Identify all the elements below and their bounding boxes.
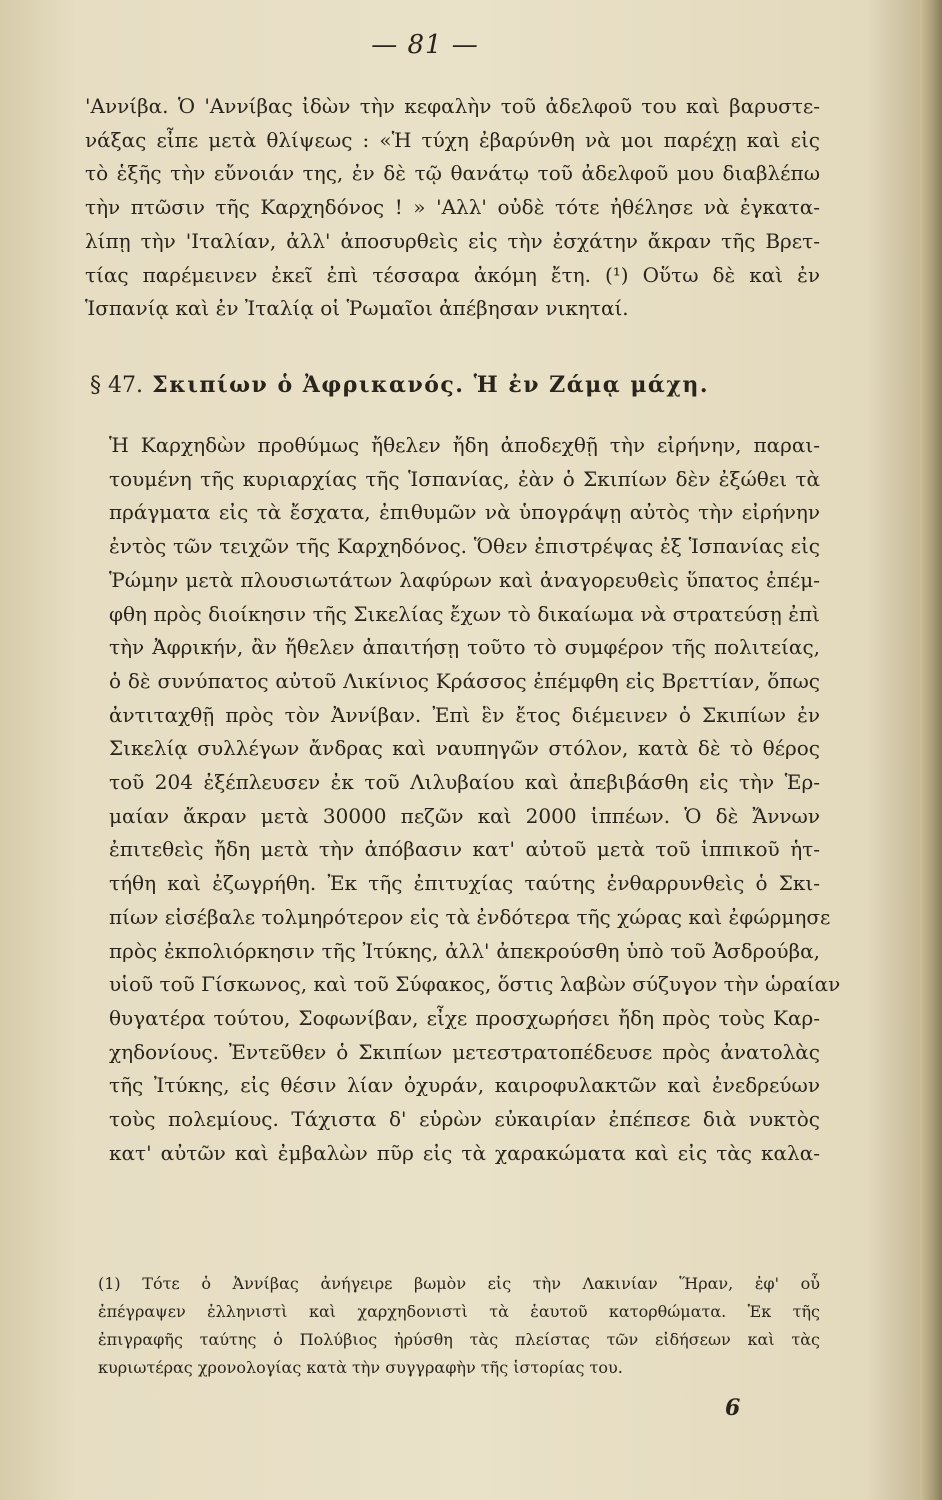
footnote-line: κυριωτέρας χρονολογίας κατὰ τὴν συγγραφὴν τῆς ἱστορίας του.: [98, 1358, 623, 1377]
footnote-line: (1) Τότε ὁ Ἀννίβας ἀνήγειρε βωμὸν εἰς τὴν Λακινίαν Ἥραν, ἐφ' οὗ: [98, 1274, 820, 1293]
text-line: πίων εἰσέβαλε τολμηρότερον εἰς τὰ ἐνδότερα τῆς χώρας καὶ ἐφώρμησε: [109, 904, 831, 929]
text-line: ἐπιτεθεὶς ἤδη μετὰ τὴν ἀπόβασιν κατ' αὐτοῦ μετὰ τοῦ ἱππικοῦ ἡτ-: [109, 837, 820, 862]
text-line: τήθη καὶ ἐζωγρήθη. Ἐκ τῆς ἐπιτυχίας ταύτης ἐνθαρρυνθεὶς ὁ Σκι-: [109, 871, 820, 896]
signature-mark: 6: [725, 1395, 741, 1421]
text-line: ἀντιταχθῇ πρὸς τὸν Ἀννίβαν. Ἐπὶ ἓν ἔτος διέμεινεν ὁ Σκιπίων ἐν: [109, 702, 820, 727]
text-line: λίπῃ τὴν 'Ιταλίαν, ἀλλ' ἀποσυρθεὶς εἰς τὴν ἐσχάτην ἄκραν τῆς Βρετ-: [85, 228, 820, 253]
text-line: πρὸς ἐκπολιόρκησιν τῆς Ἰτύκης, ἀλλ' ἀπεκρούσθη ὑπὸ τοῦ Ἀσδρούβα,: [109, 938, 820, 963]
text-line: τοῦ 204 ἐξέπλευσεν ἐκ τοῦ Λιλυβαίου καὶ ἀπεβιβάσθη εἰς τὴν Ἑρ-: [109, 770, 820, 795]
text-line: τὴν Ἀφρικήν, ἂν ἤθελεν ἀπαιτήσῃ τοῦτο τὸ συμφέρον τῆς πολιτείας,: [109, 635, 820, 660]
footnote: [98, 1270, 820, 1382]
text-line: τὴν πτῶσιν τῆς Καρχηδόνος ! » 'Αλλ' οὐδὲ τότε ἠθέλησε νὰ ἐγκατα-: [85, 195, 820, 220]
paragraph-1: [85, 90, 820, 326]
text-line: κατ' αὐτῶν καὶ ἐμβαλὼν πῦρ εἰς τὰ χαρακώματα καὶ εἰς τὰς καλα-: [109, 1140, 820, 1165]
text-line: Σικελίᾳ συλλέγων ἄνδρας καὶ ναυπηγῶν στόλον, κατὰ δὲ τὸ θέρος: [109, 736, 820, 761]
footnote-line: ἐπιγραφῆς ταύτης ὁ Πολύβιος ἠρύσθη τὰς πλείστας τῶν εἰδήσεων καὶ τὰς: [98, 1330, 820, 1349]
text-line: τοὺς πολεμίους. Τάχιστα δ' εὑρὼν εὐκαιρίαν ἐπέπεσε διὰ νυκτὸς: [109, 1107, 820, 1132]
text-line: τίας παρέμεινεν ἐκεῖ ἐπὶ τέσσαρα ἀκόμη ἔτη. (¹) Οὕτω δὲ καὶ ἐν: [85, 262, 820, 287]
text-line: μαίαν ἄκραν μετὰ 30000 πεζῶν καὶ 2000 ἱππέων. Ὁ δὲ Ἄννων: [109, 803, 820, 828]
text-line: ἐντὸς τῶν τειχῶν τῆς Καρχηδόνος. Ὅθεν ἐπιστρέψας ἐξ Ἱσπανίας εἰς: [109, 534, 820, 559]
section-number: § 47.: [90, 373, 143, 398]
text-line: νάξας εἶπε μετὰ θλίψεως : «Ἡ τύχη ἐβαρύνθη νὰ μοι παρέχῃ καὶ εἰς: [85, 127, 820, 152]
page-number: — 81 —: [371, 30, 479, 60]
footnote-line: ἐπέγραψεν ἑλληνιστὶ καὶ χαρχηδονιστὶ τὰ ἑαυτοῦ κατορθώματα. Ἐκ τῆς: [98, 1302, 820, 1321]
text-line: θυγατέρα τούτου, Σοφωνίβαν, εἶχε προσχωρήσει ἤδη πρὸς τοὺς Καρ-: [109, 1005, 820, 1030]
text-line: τῆς Ἰτύκης, εἰς θέσιν λίαν ὀχυράν, καιροφυλακτῶν καὶ ἐνεδρεύων: [109, 1073, 820, 1098]
text-line: τουμένη τῆς κυριαρχίας τῆς Ἱσπανίας, ἐὰν ὁ Σκιπίων δὲν ἐξώθει τὰ: [109, 466, 820, 491]
text-line: πράγματα εἰς τὰ ἔσχατα, ἐπιθυμῶν νὰ ὑπογράψῃ αὐτὸς τὴν εἰρήνην: [109, 500, 820, 525]
page-edge: [920, 0, 942, 1500]
text-line: ὁ δὲ συνύπατος αὐτοῦ Λικίνιος Κράσσος ἐπέμφθη εἰς Βρεττίαν, ὅπως: [109, 668, 820, 693]
text-line: Ἱσπανίᾳ καὶ ἐν Ἰταλίᾳ οἱ Ῥωμαῖοι ἀπέβησαν νικηταί.: [85, 296, 629, 321]
text-line: Ἡ Καρχηδὼν προθύμως ἤθελεν ἤδη ἀποδεχθῇ τὴν εἰρήνην, παραι-: [109, 433, 820, 457]
paragraph-2: [85, 429, 841, 1170]
section-heading: [90, 372, 810, 398]
text-line: Ῥώμην μετὰ πλουσιωτάτων λαφύρων καὶ ἀναγορευθεὶς ὕπατος ἐπέμ-: [109, 567, 820, 592]
text-line: φθη πρὸς διοίκησιν τῆς Σικελίας ἔχων τὸ δικαίωμα νὰ στρατεύσῃ ἐπὶ: [109, 601, 820, 626]
text-line: 'Αννίβα. Ὁ 'Αννίβας ἰδὼν τὴν κεφαλὴν τοῦ ἀδελφοῦ του καὶ βαρυστε-: [85, 94, 820, 118]
text-line: τὸ ἑξῆς τὴν εὔνοιάν της, ἐν δὲ τῷ θανάτῳ τοῦ ἀδελφοῦ μου διαβλέπω: [85, 161, 820, 186]
section-title: Σκιπίων ὁ Ἀφρικανός. Ἡ ἐν Ζάμᾳ μάχη.: [152, 372, 709, 398]
text-line: υἱοῦ τοῦ Γίσκωνος, καὶ τοῦ Σύφακος, ὅστις λαβὼν σύζυγον τὴν ὡραίαν: [109, 972, 841, 997]
text-line: χηδονίους. Ἐντεῦθεν ὁ Σκιπίων μετεστρατοπέδευσε πρὸς ἀνατολὰς: [109, 1039, 820, 1064]
